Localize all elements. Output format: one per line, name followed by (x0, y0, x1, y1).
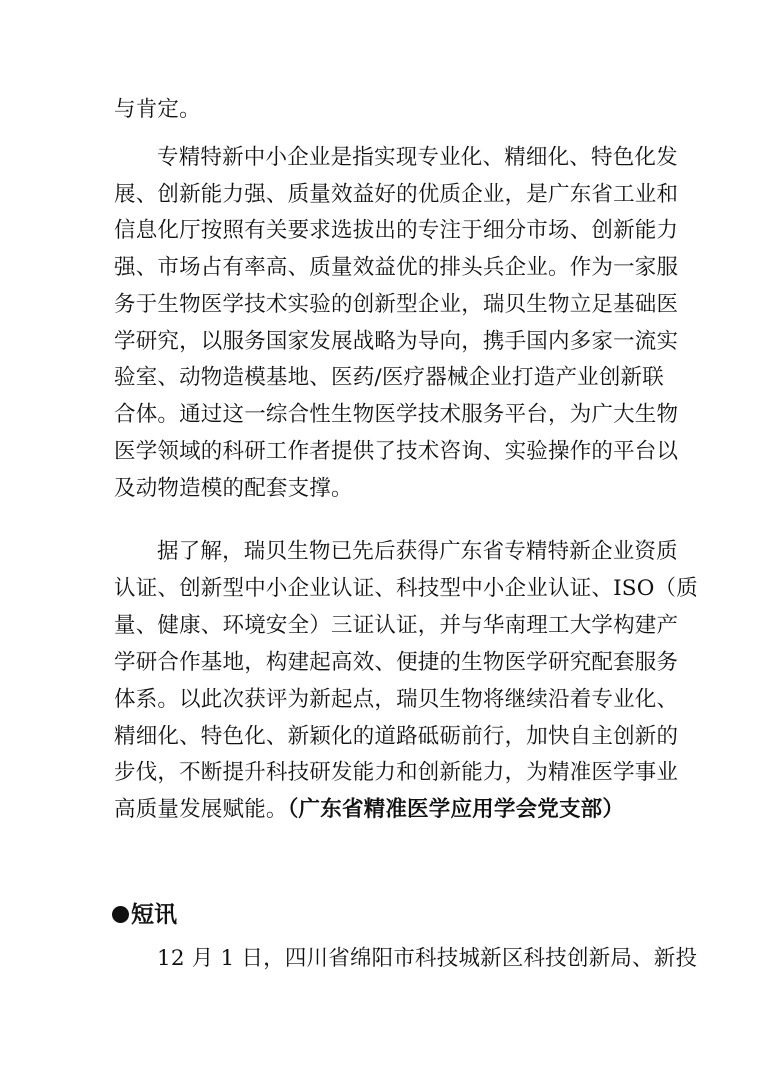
paragraph-line: 学研合作基地，构建起高效、便捷的生物医学研究配套服务 (114, 650, 679, 675)
paragraph-text: 高质量发展赋能。 (114, 797, 288, 822)
paragraph-line: 展、创新能力强、质量效益好的优质企业，是广东省工业和 (114, 182, 679, 207)
paragraph-line: 精细化、特色化、新颖化的道路砥砺前行，加快自主创新的 (114, 724, 679, 749)
paragraph-line: 据了解，瑞贝生物已先后获得广东省专精特新企业资质 (157, 539, 678, 564)
paragraph-line: 体系。以此次获评为新起点，瑞贝生物将继续沿着专业化、 (114, 687, 679, 712)
paragraph-line: 强、市场占有率高、质量效益优的排头兵企业。作为一家服 (114, 255, 679, 280)
paragraph-line (114, 795, 624, 825)
paragraph-line: 学研究，以服务国家发展战略为导向，携手国内多家一流实 (114, 329, 679, 354)
paragraph-line: 务于生物医学技术实验的创新型企业，瑞贝生物立足基础医 (114, 292, 679, 317)
paragraph-line: 信息化厅按照有关要求选拔出的专注于细分市场、创新能力 (114, 218, 679, 243)
paragraph-line: 专精特新中小企业是指实现专业化、精细化、特色化发 (157, 145, 678, 170)
paragraph-line: 认证、创新型中小企业认证、科技型中小企业认证、ISO（质 (114, 576, 698, 601)
paragraph-line: 12 月 1 日，四川省绵阳市科技城新区科技创新局、新投 (157, 946, 698, 971)
paragraph-line: 量、健康、环境安全）三证认证，并与华南理工大学构建产 (114, 613, 679, 638)
paragraph-line: 步伐，不断提升科技研发能力和创新能力，为精准医学事业 (114, 760, 679, 785)
paragraph-line: 与肯定。 (114, 97, 201, 122)
paragraph-line: 及动物造模的配套支撑。 (114, 476, 353, 501)
bullet-icon (112, 906, 129, 923)
paragraph-line: 医学领域的科研工作者提供了技术咨询、实验操作的平台以 (114, 439, 679, 464)
paragraph-line: 验室、动物造模基地、医药/医疗器械企业打造产业创新联 (114, 365, 664, 390)
section-heading (112, 900, 177, 930)
article-source: （广东省精准医学应用学会党支部） (287, 797, 625, 822)
section-title: 短讯 (131, 901, 177, 928)
paragraph-line: 合体。通过这一综合性生物医学技术服务平台，为广大生物 (114, 402, 679, 427)
